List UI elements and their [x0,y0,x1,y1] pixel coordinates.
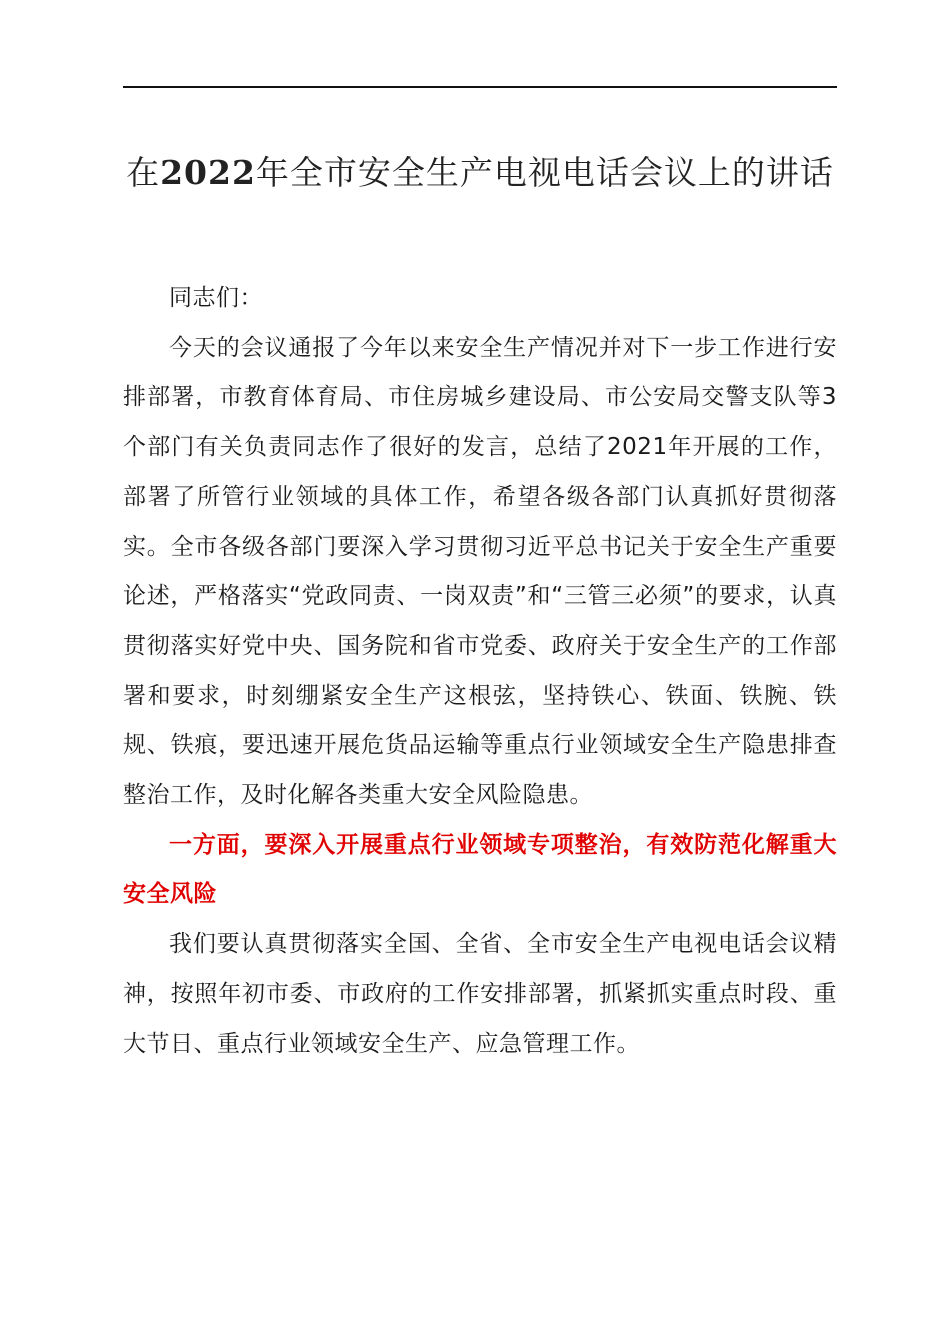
section-heading: 一方面，要深入开展重点行业领域专项整治，有效防范化解重大安全风险 [123,831,837,908]
page-title [115,148,845,198]
document-body [123,274,837,1069]
title-suffix: 年全市安全生产电视电话会议上的讲话 [255,153,834,192]
salutation: 同志们： [169,285,263,311]
title-prefix: 在 [126,153,161,192]
body-paragraph: 今天的会议通报了今年以来安全生产情况并对下一步工作进行安排部署，市教育体育局、市住房城乡建设局、市公安局交警支队等3个部门有关负责同志作了很好的发言，总结了2021年开展的工作，部署了所管行业领域的具体工作，希望各级各部门认真抓好贯彻落实。全市各级各部门要深入学习贯彻习近平总书记关于安全生产重要论述，严格落实“党政同责、一岗双责”和“三管三必须”的要求，认真贯彻落实好党中央、国务院和省市党委、政府关于安全生产的工作部署和要求，时刻绷紧安全生产这根弦，坚持铁心、铁面、铁腕、铁规、铁痕，要迅速开展危货品运输等重点行业领域安全生产隐患排查整治工作，及时化解各类重大安全风险隐患。 [123,334,837,809]
header-rule [123,86,837,88]
closing-paragraph: 我们要认真贯彻落实全国、全省、全市安全生产电视电话会议精神，按照年初市委、市政府的工作安排部署，抓紧抓实重点时段、重大节日、重点行业领域安全生产、应急管理工作。 [123,931,837,1057]
title-year: 2022 [160,153,256,192]
